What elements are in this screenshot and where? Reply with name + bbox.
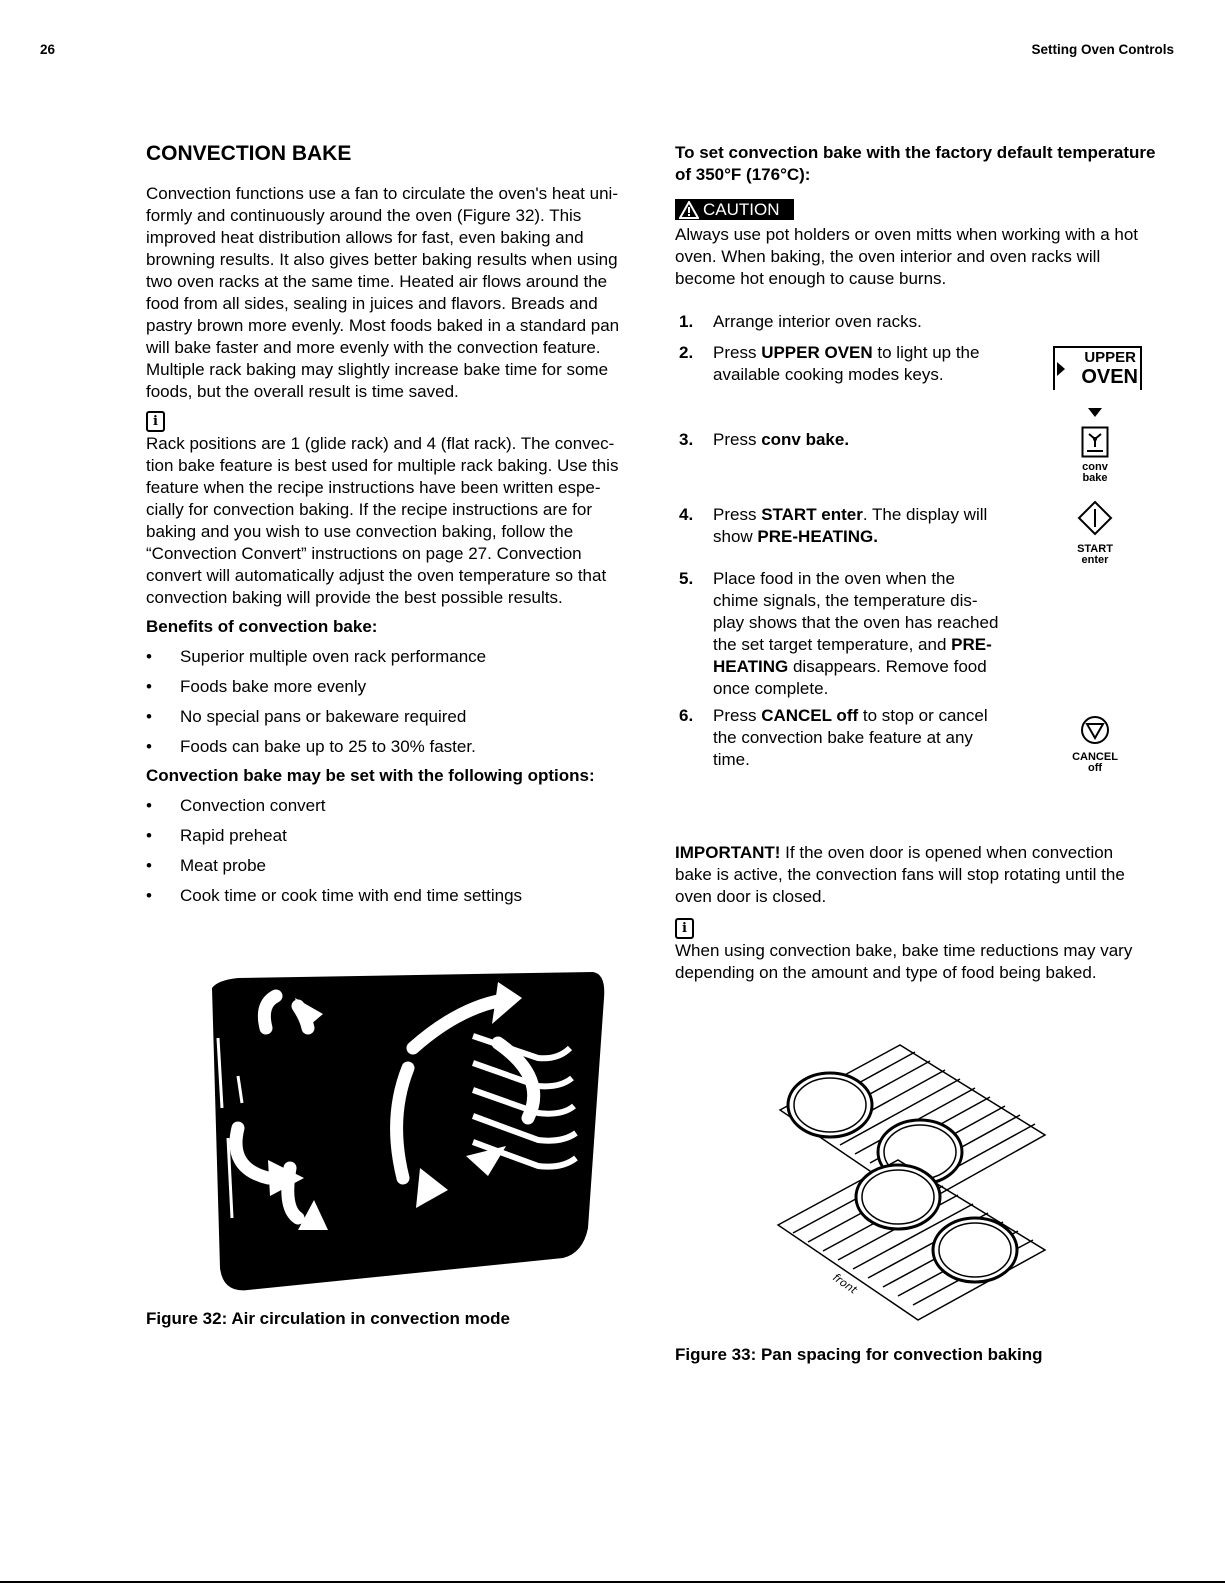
play-arrow-icon <box>1057 362 1065 376</box>
rack-note-paragraph: Rack positions are 1 (glide rack) and 4 (flat rack). The convec- tion bake feature is best used for multiple rack baking. Use this feature when the recipe instructions have been written espe- cially for convection baking. If the recipe instructions are for baking and you wish to use convection baking, follow the “Convection Convert” instructions on page 27. Convection convert will automatically adjust the oven temperature so that convection baking will provide the best possible results. <box>146 434 619 607</box>
step-number: 4. <box>679 505 694 524</box>
down-arrow-icon <box>1088 408 1102 417</box>
step-number: 5. <box>679 569 694 588</box>
important-note: IMPORTANT! If the oven door is opened when convection bake is active, the convection fans will stop rotating until the oven door is closed. <box>675 843 1125 906</box>
step-text: Press CANCEL off to stop or cancel the convection bake feature at any time. <box>713 706 988 769</box>
start-enter-key-label: START enter <box>1077 543 1113 566</box>
info-icon: i <box>675 918 694 939</box>
cancel-off-key-label: CANCEL off <box>1072 751 1118 774</box>
benefits-list <box>146 646 486 766</box>
bottom-rule <box>0 1581 1225 1583</box>
intro-paragraph: Convection functions use a fan to circulate the oven's heat uni- formly and continuously around the oven (Figure 32). This improved heat distribution allows for fast, even baking and browning results. It also gives better baking results when using two oven racks at the same time. Heated air flows around the food from all sides, sealing in juices and flavors. Breads and pastry brown more evenly. Most foods baked in a standard pan will bake faster and more evenly with the convection feature. Multiple rack baking may slightly increase bake time for some foods, but the overall result is time saved. <box>146 184 620 401</box>
step-text: Press START enter. The display will show PRE-HEATING. <box>713 505 988 546</box>
list-item: • Cook time or cook time with end time settings <box>146 885 522 907</box>
important-label: IMPORTANT! <box>675 843 781 862</box>
list-item: • Foods bake more evenly <box>146 676 486 698</box>
procedure-heading: To set convection bake with the factory default temperature of 350°F (176°C): <box>675 143 1156 184</box>
upper-oven-key <box>1053 346 1142 390</box>
list-item: • Foods can bake up to 25 to 30% faster. <box>146 736 486 758</box>
figure-33-caption: Figure 33: Pan spacing for convection baking <box>675 1345 1043 1364</box>
list-item: • Rapid preheat <box>146 825 522 847</box>
step-text: Press conv bake. <box>713 430 850 449</box>
caution-badge <box>675 199 794 220</box>
options-heading: Convection bake may be set with the following options: <box>146 766 595 785</box>
caution-text: Always use pot holders or oven mitts when working with a hot oven. When baking, the oven interior and oven racks will become hot enough to cause burns. <box>675 225 1139 288</box>
air-circulation-illustration <box>198 968 608 1296</box>
caution-label: CAUTION <box>703 200 780 219</box>
figure-32-caption: Figure 32: Air circulation in convection mode <box>146 1309 510 1328</box>
benefits-heading: Benefits of convection bake: <box>146 617 378 636</box>
page-title: CONVECTION BAKE <box>146 142 352 165</box>
step-text: Press UPPER OVEN to light up the available cooking modes keys. <box>713 343 980 384</box>
warning-triangle-icon <box>679 201 699 219</box>
list-item: • Convection convert <box>146 795 522 817</box>
page-number: 26 <box>40 42 56 57</box>
info-icon: i <box>146 411 165 432</box>
list-item: • Superior multiple oven rack performance <box>146 646 486 668</box>
step-text: Arrange interior oven racks. <box>713 312 922 331</box>
conv-bake-key-label: conv bake <box>1082 461 1108 484</box>
step-number: 2. <box>679 343 694 362</box>
step-text: Place food in the oven when the chime signals, the temperature dis- play shows that the oven has reached the set target temperature, and PRE- HEATING disappears. Remove food once complete. <box>713 569 999 698</box>
conv-bake-key-icon <box>1081 426 1109 458</box>
bake-time-note: When using convection bake, bake time reductions may vary depending on the amount and type of food being baked. <box>675 941 1133 982</box>
list-item: • No special pans or bakeware required <box>146 706 486 728</box>
pan-spacing-illustration <box>770 1035 1055 1330</box>
cancel-off-key-icon <box>1080 715 1110 745</box>
rack-front-label: front <box>830 1270 860 1297</box>
upper-oven-key-bottom-label: OVEN <box>1081 366 1138 388</box>
start-enter-key-icon <box>1077 500 1113 536</box>
step-number: 3. <box>679 430 694 449</box>
step-number: 6. <box>679 706 694 725</box>
upper-oven-key-top-label: UPPER <box>1084 349 1136 366</box>
options-list <box>146 795 522 915</box>
step-number: 1. <box>679 312 694 331</box>
list-item: • Meat probe <box>146 855 522 877</box>
section-title: Setting Oven Controls <box>1031 42 1174 57</box>
